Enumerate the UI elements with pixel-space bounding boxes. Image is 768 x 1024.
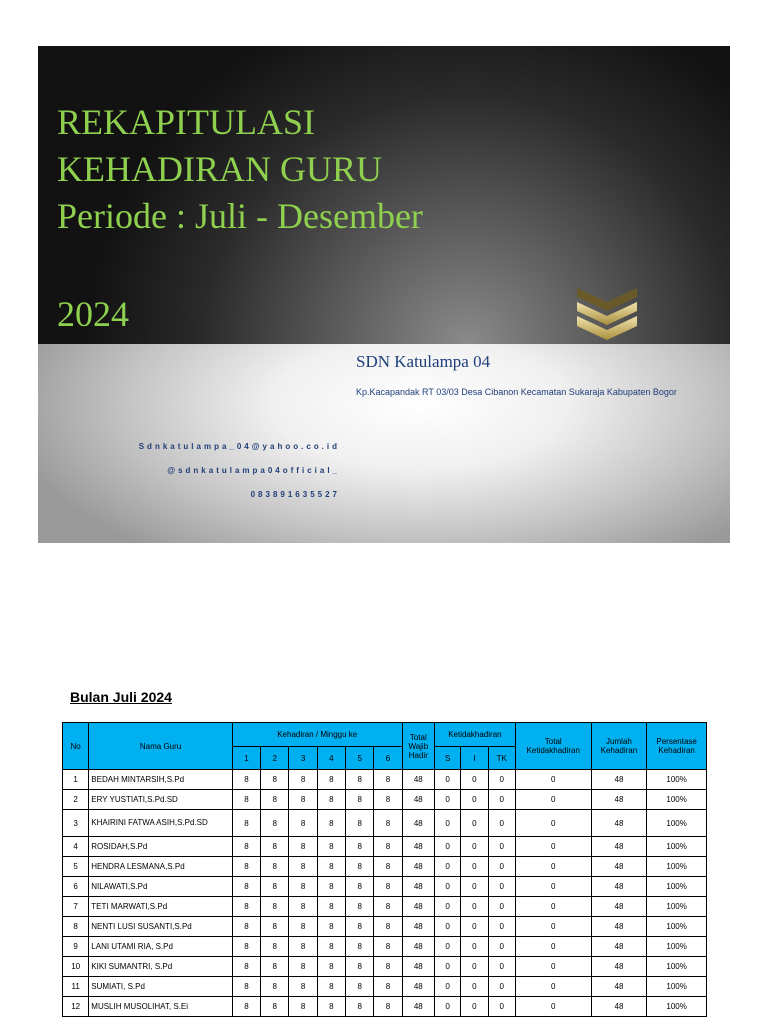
cell-total-absence: 0: [515, 770, 591, 790]
cell-total-attendance: 48: [591, 997, 647, 1017]
cell-week: 8: [289, 837, 317, 857]
cell-week: 8: [346, 917, 374, 937]
cell-week: 8: [374, 790, 402, 810]
cell-no: 6: [63, 877, 89, 897]
header-week: 2: [261, 747, 289, 770]
header-absence-type: S: [434, 747, 460, 770]
cell-unexcused: 0: [488, 810, 515, 837]
cell-week: 8: [317, 997, 345, 1017]
cell-week: 8: [289, 810, 317, 837]
cell-total-attendance: 48: [591, 857, 647, 877]
cell-week: 8: [374, 917, 402, 937]
cell-week: 8: [289, 857, 317, 877]
cell-permission: 0: [461, 997, 488, 1017]
header-name: Nama Guru: [89, 723, 233, 770]
cell-unexcused: 0: [488, 917, 515, 937]
cell-no: 5: [63, 857, 89, 877]
cell-percentage: 100%: [647, 977, 707, 997]
cell-week: 8: [289, 770, 317, 790]
cover-page: [38, 46, 730, 543]
cell-no: 4: [63, 837, 89, 857]
cell-name: SUMIATI, S.Pd: [89, 977, 233, 997]
cell-week: 8: [289, 917, 317, 937]
cell-sick: 0: [434, 837, 460, 857]
cell-required: 48: [402, 877, 434, 897]
cell-required: 48: [402, 790, 434, 810]
attendance-table: [62, 722, 707, 1017]
school-instagram: @sdnkatulampa04official_: [167, 466, 340, 475]
cell-unexcused: 0: [488, 877, 515, 897]
header-absence-type: I: [461, 747, 488, 770]
cell-week: 8: [346, 837, 374, 857]
cell-week: 8: [232, 770, 260, 790]
cell-week: 8: [346, 997, 374, 1017]
header-week: 1: [232, 747, 260, 770]
school-email: Sdnkatulampa_04@yahoo.co.id: [138, 442, 340, 451]
cell-unexcused: 0: [488, 997, 515, 1017]
cell-no: 11: [63, 977, 89, 997]
cell-week: 8: [317, 957, 345, 977]
cell-total-absence: 0: [515, 897, 591, 917]
cell-name: ERY YUSTIATI,S.Pd.SD: [89, 790, 233, 810]
cell-percentage: 100%: [647, 810, 707, 837]
cell-week: 8: [374, 877, 402, 897]
cell-required: 48: [402, 837, 434, 857]
cell-total-attendance: 48: [591, 937, 647, 957]
cell-week: 8: [317, 810, 345, 837]
cell-week: 8: [374, 977, 402, 997]
attendance-table-body: [63, 770, 707, 1017]
table-row: [63, 897, 707, 917]
cell-unexcused: 0: [488, 790, 515, 810]
cover-title-year: 2024: [57, 294, 129, 334]
cell-week: 8: [374, 897, 402, 917]
cell-sick: 0: [434, 937, 460, 957]
school-address: Kp.Kacapandak RT 03/03 Desa Cibanon Kecamatan Sukaraja Kabupaten Bogor: [356, 387, 677, 397]
cover-title-line-1: REKAPITULASI: [57, 102, 315, 142]
table-row: [63, 977, 707, 997]
cell-name: HENDRA LESMANA,S.Pd: [89, 857, 233, 877]
cell-required: 48: [402, 917, 434, 937]
header-percentage: Persentase Kehadiran: [647, 723, 707, 770]
cell-sick: 0: [434, 917, 460, 937]
cell-week: 8: [346, 857, 374, 877]
cell-required: 48: [402, 810, 434, 837]
cell-week: 8: [346, 790, 374, 810]
cell-total-attendance: 48: [591, 877, 647, 897]
cell-permission: 0: [461, 957, 488, 977]
cell-percentage: 100%: [647, 790, 707, 810]
cell-week: 8: [317, 770, 345, 790]
cell-percentage: 100%: [647, 897, 707, 917]
cell-week: 8: [346, 957, 374, 977]
cell-total-absence: 0: [515, 917, 591, 937]
header-absence-type: TK: [488, 747, 515, 770]
cell-total-absence: 0: [515, 877, 591, 897]
cell-total-absence: 0: [515, 857, 591, 877]
cell-percentage: 100%: [647, 917, 707, 937]
cell-unexcused: 0: [488, 977, 515, 997]
cell-week: 8: [232, 837, 260, 857]
cell-unexcused: 0: [488, 937, 515, 957]
cell-week: 8: [289, 957, 317, 977]
cell-week: 8: [346, 877, 374, 897]
cell-total-absence: 0: [515, 837, 591, 857]
table-row: [63, 997, 707, 1017]
cell-total-attendance: 48: [591, 810, 647, 837]
cell-week: 8: [346, 810, 374, 837]
cell-sick: 0: [434, 897, 460, 917]
cell-permission: 0: [461, 977, 488, 997]
table-row: [63, 917, 707, 937]
header-week: 6: [374, 747, 402, 770]
cell-name: LANI UTAMI RIA, S.Pd: [89, 937, 233, 957]
cell-sick: 0: [434, 790, 460, 810]
cell-unexcused: 0: [488, 770, 515, 790]
cell-unexcused: 0: [488, 957, 515, 977]
cell-week: 8: [261, 857, 289, 877]
cell-permission: 0: [461, 810, 488, 837]
header-total-absence: Total Ketidakhadiran: [515, 723, 591, 770]
cell-week: 8: [317, 917, 345, 937]
cell-percentage: 100%: [647, 857, 707, 877]
cell-total-attendance: 48: [591, 917, 647, 937]
header-week: 5: [346, 747, 374, 770]
cell-no: 2: [63, 790, 89, 810]
cell-week: 8: [289, 877, 317, 897]
cell-week: 8: [374, 937, 402, 957]
table-row: [63, 837, 707, 857]
cell-sick: 0: [434, 877, 460, 897]
cell-name: TETI MARWATI,S.Pd: [89, 897, 233, 917]
cell-no: 9: [63, 937, 89, 957]
cell-week: 8: [232, 977, 260, 997]
cell-week: 8: [346, 897, 374, 917]
cell-week: 8: [289, 997, 317, 1017]
header-no: No: [63, 723, 89, 770]
cell-total-absence: 0: [515, 810, 591, 837]
cell-no: 10: [63, 957, 89, 977]
cell-required: 48: [402, 857, 434, 877]
cell-sick: 0: [434, 857, 460, 877]
cell-total-absence: 0: [515, 997, 591, 1017]
table-row: [63, 877, 707, 897]
school-phone: 083891635527: [250, 490, 340, 499]
cell-required: 48: [402, 997, 434, 1017]
cell-percentage: 100%: [647, 837, 707, 857]
month-heading: Bulan Juli 2024: [70, 689, 172, 705]
cell-unexcused: 0: [488, 837, 515, 857]
cell-week: 8: [261, 957, 289, 977]
header-required: Total Wajib Hadir: [402, 723, 434, 770]
cell-permission: 0: [461, 837, 488, 857]
cell-sick: 0: [434, 977, 460, 997]
cell-week: 8: [261, 770, 289, 790]
cell-total-absence: 0: [515, 977, 591, 997]
cell-no: 1: [63, 770, 89, 790]
cell-week: 8: [261, 937, 289, 957]
cell-week: 8: [232, 897, 260, 917]
cell-sick: 0: [434, 957, 460, 977]
cell-no: 7: [63, 897, 89, 917]
cell-total-attendance: 48: [591, 977, 647, 997]
cell-total-attendance: 48: [591, 957, 647, 977]
cell-name: NENTI LUSI SUSANTI,S.Pd: [89, 917, 233, 937]
cell-sick: 0: [434, 770, 460, 790]
cell-permission: 0: [461, 917, 488, 937]
cell-total-attendance: 48: [591, 770, 647, 790]
cell-no: 12: [63, 997, 89, 1017]
cell-sick: 0: [434, 997, 460, 1017]
cell-week: 8: [346, 937, 374, 957]
cell-week: 8: [289, 790, 317, 810]
cell-week: 8: [317, 977, 345, 997]
cell-week: 8: [317, 877, 345, 897]
cell-week: 8: [374, 810, 402, 837]
cell-permission: 0: [461, 790, 488, 810]
cell-percentage: 100%: [647, 770, 707, 790]
cell-no: 3: [63, 810, 89, 837]
cell-required: 48: [402, 770, 434, 790]
cell-week: 8: [232, 997, 260, 1017]
cell-week: 8: [232, 917, 260, 937]
school-name: SDN Katulampa 04: [356, 352, 491, 371]
cell-week: 8: [232, 937, 260, 957]
cell-name: ROSIDAH,S.Pd: [89, 837, 233, 857]
header-total-attendance: Jumlah Kehadiran: [591, 723, 647, 770]
cell-week: 8: [261, 837, 289, 857]
cell-percentage: 100%: [647, 937, 707, 957]
cell-week: 8: [374, 837, 402, 857]
cell-week: 8: [261, 977, 289, 997]
cell-total-attendance: 48: [591, 790, 647, 810]
table-row: [63, 790, 707, 810]
cell-total-attendance: 48: [591, 837, 647, 857]
cell-week: 8: [346, 770, 374, 790]
header-absence-group: Ketidakhadiran: [434, 723, 515, 747]
cell-total-attendance: 48: [591, 897, 647, 917]
cell-unexcused: 0: [488, 857, 515, 877]
cell-week: 8: [317, 857, 345, 877]
cell-required: 48: [402, 977, 434, 997]
table-row: [63, 937, 707, 957]
cell-name: BEDAH MINTARSIH,S.Pd: [89, 770, 233, 790]
cover-title-line-2: KEHADIRAN GURU: [57, 149, 382, 189]
cell-required: 48: [402, 937, 434, 957]
cell-week: 8: [261, 917, 289, 937]
cell-week: 8: [261, 877, 289, 897]
cell-week: 8: [317, 837, 345, 857]
cell-week: 8: [317, 790, 345, 810]
cell-permission: 0: [461, 770, 488, 790]
cell-percentage: 100%: [647, 957, 707, 977]
cell-week: 8: [289, 977, 317, 997]
cell-week: 8: [261, 997, 289, 1017]
cell-week: 8: [346, 977, 374, 997]
cell-unexcused: 0: [488, 897, 515, 917]
cell-week: 8: [232, 877, 260, 897]
header-week: 3: [289, 747, 317, 770]
table-row: [63, 857, 707, 877]
cell-week: 8: [261, 810, 289, 837]
cell-week: 8: [289, 897, 317, 917]
cell-name: MUSLIH MUSOLIHAT, S.Ei: [89, 997, 233, 1017]
cell-sick: 0: [434, 810, 460, 837]
cell-permission: 0: [461, 857, 488, 877]
cell-required: 48: [402, 957, 434, 977]
cell-percentage: 100%: [647, 997, 707, 1017]
cell-week: 8: [261, 897, 289, 917]
cell-total-absence: 0: [515, 957, 591, 977]
table-row: [63, 770, 707, 790]
cell-week: 8: [232, 810, 260, 837]
cell-week: 8: [232, 957, 260, 977]
cell-week: 8: [374, 770, 402, 790]
cell-permission: 0: [461, 877, 488, 897]
chevron-decoration-icon: [574, 288, 640, 346]
cell-name: KIKI SUMANTRI, S.Pd: [89, 957, 233, 977]
cell-total-absence: 0: [515, 937, 591, 957]
cell-week: 8: [374, 997, 402, 1017]
cell-week: 8: [232, 857, 260, 877]
cell-no: 8: [63, 917, 89, 937]
header-week: 4: [317, 747, 345, 770]
cell-percentage: 100%: [647, 877, 707, 897]
cell-week: 8: [374, 857, 402, 877]
header-attendance-group: Kehadiran / Minggu ke: [232, 723, 402, 747]
cell-week: 8: [317, 937, 345, 957]
cell-week: 8: [317, 897, 345, 917]
cell-required: 48: [402, 897, 434, 917]
cell-name: KHAIRINI FATWA ASIH,S.Pd.SD: [89, 810, 233, 837]
cell-name: NILAWATI,S.Pd: [89, 877, 233, 897]
table-row: [63, 810, 707, 837]
cell-week: 8: [261, 790, 289, 810]
cell-permission: 0: [461, 897, 488, 917]
cell-week: 8: [289, 937, 317, 957]
table-row: [63, 957, 707, 977]
cover-title-line-3: Periode : Juli - Desember: [57, 196, 423, 236]
cell-total-absence: 0: [515, 790, 591, 810]
cell-week: 8: [232, 790, 260, 810]
cell-permission: 0: [461, 937, 488, 957]
cell-week: 8: [374, 957, 402, 977]
